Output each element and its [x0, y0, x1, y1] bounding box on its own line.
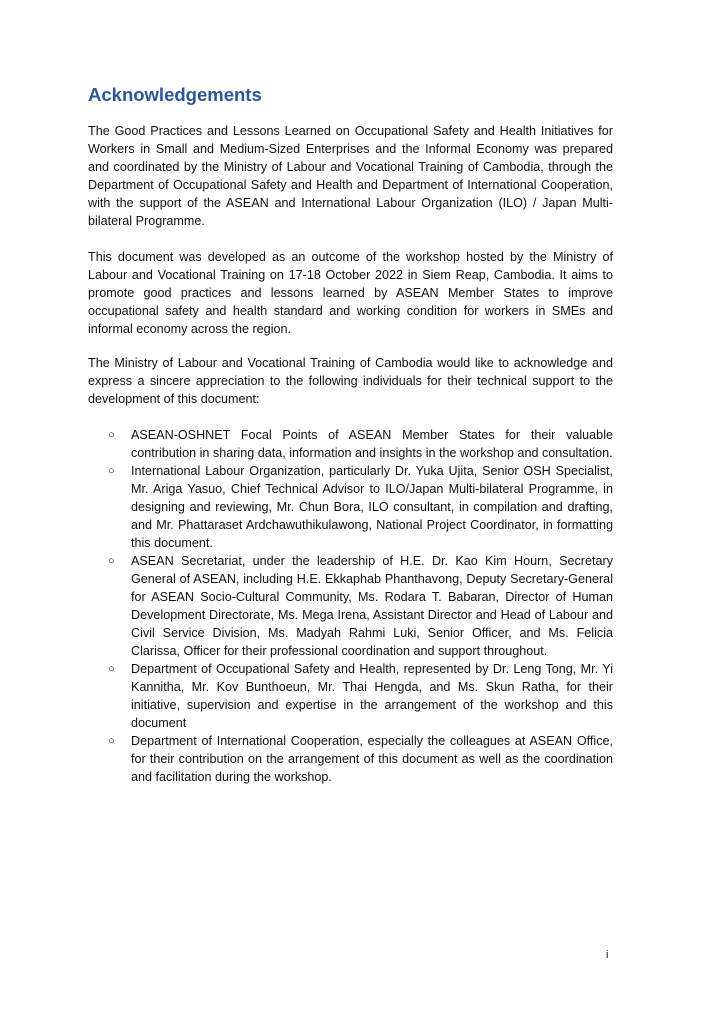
appreciation-paragraph: The Ministry of Labour and Vocational Training of Cambodia would like to acknowledge and express a sincere appreciation to the following individuals for their technical support to the development of this document: [88, 356, 613, 406]
circle-bullet-icon: ○ [108, 735, 115, 747]
circle-bullet-icon: ○ [108, 555, 115, 567]
list-item-text: ASEAN-OSHNET Focal Points of ASEAN Member States for their valuable contribution in sharing data, information and insights in the workshop and consultation. [131, 428, 613, 460]
intro-paragraph: The Good Practices and Lessons Learned on Occupational Safety and Health Initiatives for Workers in Small and Medium-Sized Enterprises and the Informal Economy was prepared and coordinated by the Ministry of Labour and Vocational Training of Cambodia, through the Department of Occupational Safety and Health and Department of International Cooperation, with the support of the ASEAN and International Labour Organization (ILO) / Japan Multi-bilateral Programme. [88, 124, 613, 228]
list-item [108, 462, 613, 552]
list-item [108, 732, 613, 786]
circle-bullet-icon: ○ [108, 429, 115, 441]
circle-bullet-icon: ○ [108, 465, 115, 477]
acknowledgement-list [108, 426, 613, 786]
purpose-paragraph: This document was developed as an outcome of the workshop hosted by the Ministry of Labour and Vocational Training on 17-18 October 2022 in Siem Reap, Cambodia. It aims to promote good practices and lessons learned by ASEAN Member States to improve occupational safety and health standard and working condition for workers in SMEs and informal economy across the region. [88, 250, 613, 336]
circle-bullet-icon: ○ [108, 663, 115, 675]
page-title: Acknowledgements [88, 84, 262, 105]
page-number: i [606, 949, 609, 961]
list-item [108, 660, 613, 732]
list-item [108, 552, 613, 660]
list-item-text: ASEAN Secretariat, under the leadership of H.E. Dr. Kao Kim Hourn, Secretary General of ASEAN, including H.E. Ekkaphab Phanthavong, Deputy Secretary-General for ASEAN Socio-Cultural Community, Ms. Rodara T. Babaran, Director of Human Development Directorate, Ms. Mega Irena, Assistant Director and Head of Labour and Civil Service Division, Ms. Madyah Rahmi Luki, Senior Officer, and Ms. Felicia Clarissa, Officer for their professional coordination and support throughout. [131, 554, 613, 658]
list-item-text: Department of International Cooperation, especially the colleagues at ASEAN Office, for their contribution on the arrangement of this document as well as the coordination and facilitation during the workshop. [131, 734, 613, 784]
list-item [108, 426, 613, 462]
list-item-text: International Labour Organization, particularly Dr. Yuka Ujita, Senior OSH Specialist, Mr. Ariga Yasuo, Chief Technical Advisor to ILO/Japan Multi-bilateral Programme, in designing and reviewing, Mr. Chun Bora, ILO consultant, in compilation and drafting, and Mr. Phattaraset Ardchawuthikulawong, National Project Coordinator, in formatting this document. [131, 464, 613, 550]
list-item-text: Department of Occupational Safety and Health, represented by Dr. Leng Tong, Mr. Yi Kannitha, Mr. Kov Bunthoeun, Mr. Thai Hengda, and Ms. Skun Ratha, for their initiative, supervision and expertise in the arrangement of the workshop and this document [131, 662, 613, 730]
